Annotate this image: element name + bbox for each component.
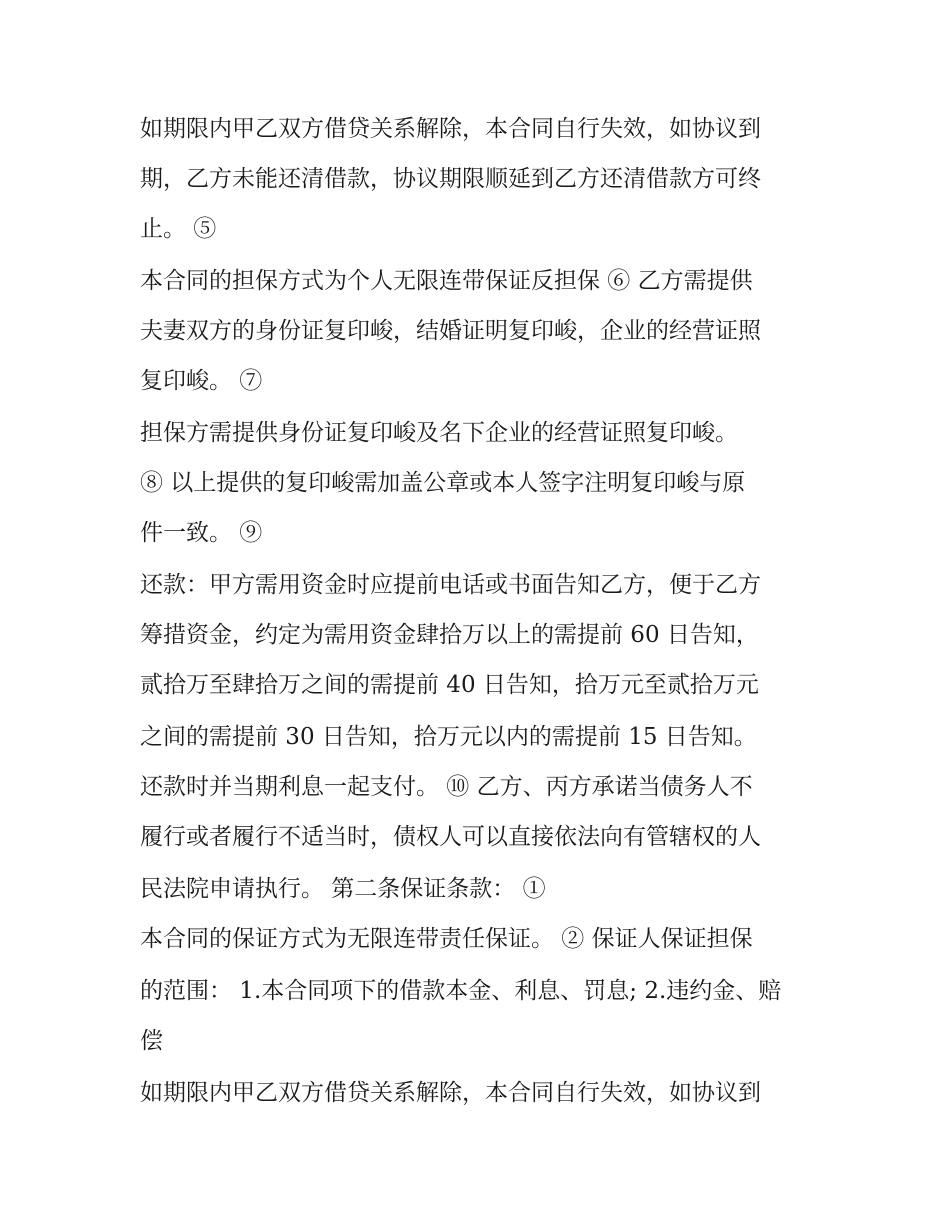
text-line: ⑧ 以上提供的复印峻需加盖公章或本人签字注明复印峻与原 <box>140 470 746 496</box>
text-line: 本合同的保证方式为无限连带责任保证。 ② 保证人保证担保 <box>140 926 753 952</box>
text-line: 止。 ⑤ <box>140 216 217 242</box>
text-line: 本合同的担保方式为个人无限连带保证反担保 ⑥ 乙方需提供 <box>140 268 753 294</box>
text-line: 履行或者履行不适当时，债权人可以直接依法向有管辖权的人 <box>140 824 761 850</box>
text-line: 还款：甲方需用资金时应提前电话或书面告知乙方，便于乙方 <box>140 572 761 598</box>
text-line: 还款时并当期利息一起支付。 ⑩ 乙方、丙方承诺当债务人不 <box>140 774 753 800</box>
text-line: 民法院申请执行。 第二条保证条款： ① <box>140 876 546 902</box>
text-line: 的范围： 1.本合同项下的借款本金、利息、罚息; 2.违约金、赔 <box>140 978 782 1004</box>
text-line: 夫妻双方的身份证复印峻，结婚证明复印峻，企业的经营证照 <box>140 318 761 344</box>
text-line: 贰拾万至肆拾万之间的需提前 40 日告知，拾万元至贰拾万元 <box>140 672 759 698</box>
text-line: 之间的需提前 30 日告知，拾万元以内的需提前 15 日告知。 <box>140 724 757 750</box>
text-line: 担保方需提供身份证复印峻及名下企业的经营证照复印峻。 <box>140 420 738 446</box>
text-line: 件一致。 ⑨ <box>140 520 263 546</box>
text-line: 偿 <box>140 1028 163 1054</box>
text-line: 如期限内甲乙双方借贷关系解除，本合同自行失效，如协议到 <box>140 1080 761 1106</box>
text-line: 筹措资金，约定为需用资金肆拾万以上的需提前 60 日告知， <box>140 622 759 648</box>
text-line: 如期限内甲乙双方借贷关系解除，本合同自行失效，如协议到 <box>140 116 761 142</box>
text-line: 期，乙方未能还清借款，协议期限顺延到乙方还清借款方可终 <box>140 166 761 192</box>
text-line: 复印峻。 ⑦ <box>140 368 263 394</box>
